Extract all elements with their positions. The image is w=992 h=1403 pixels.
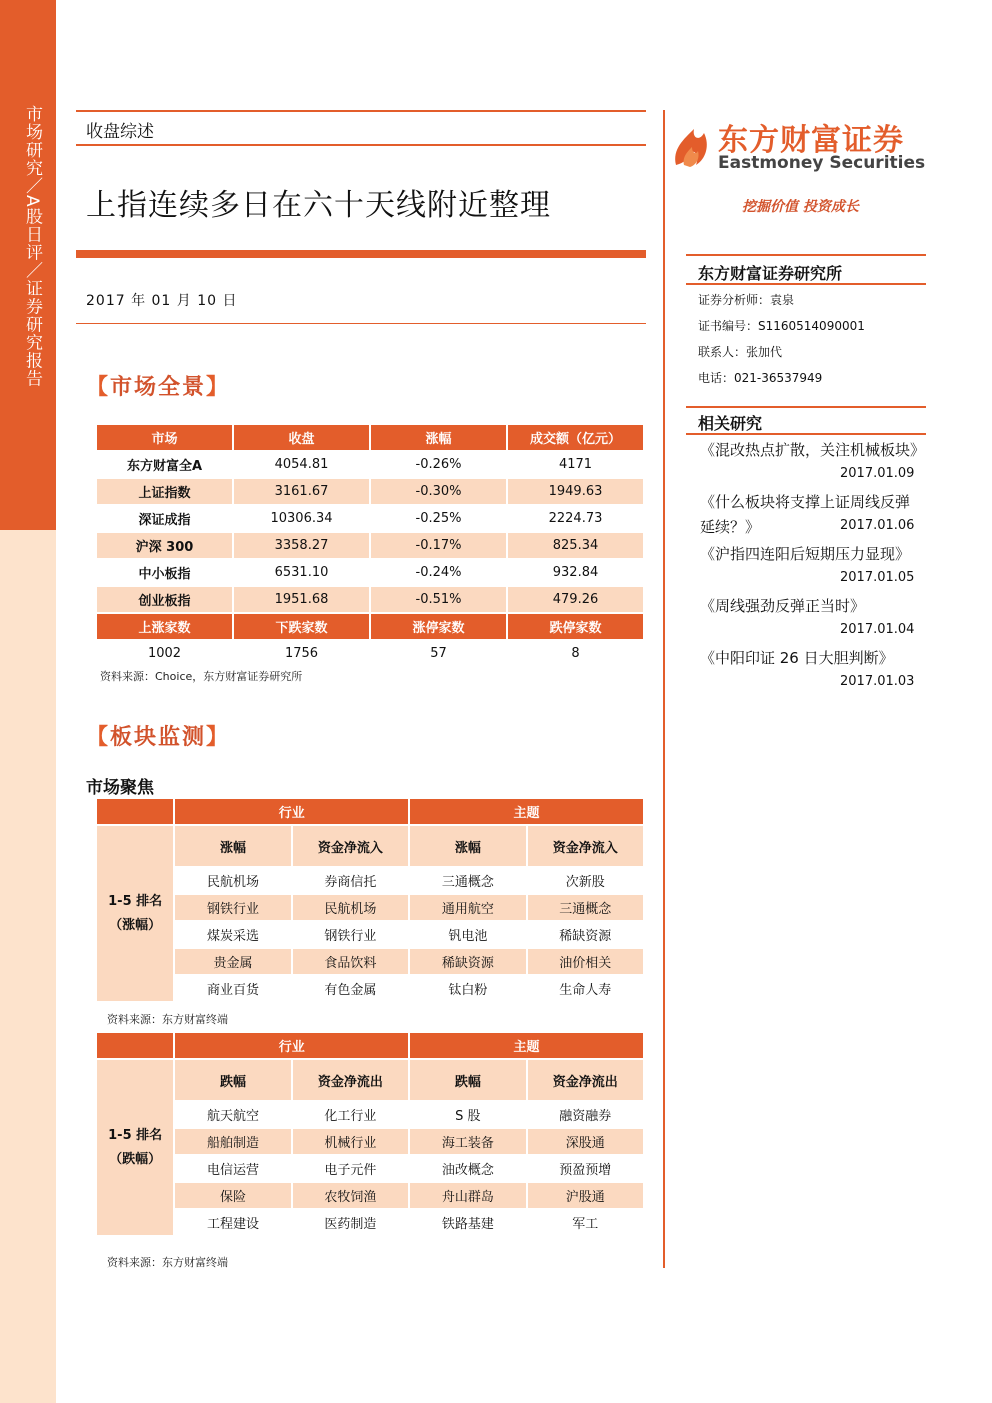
related-research-title: 相关研究 — [698, 414, 763, 433]
heading-text: 市场全景 — [110, 374, 207, 400]
heading-bracket-left: 【 — [86, 374, 111, 400]
sub-header: 资金净流出 — [528, 1060, 643, 1100]
sub-header: 跌幅 — [410, 1060, 525, 1100]
change-value: -0.25% — [415, 511, 462, 526]
table-row — [97, 1156, 643, 1181]
related-item-title[interactable]: 《沪指四连阳后短期压力显现》 — [700, 545, 911, 563]
institute-top-rule — [686, 254, 926, 256]
turnover-value: 932.84 — [552, 565, 599, 580]
count-value: 1002 — [147, 646, 182, 661]
date-rule — [76, 323, 646, 324]
index-name: 上证指数 — [97, 479, 232, 504]
heading-bracket-right: 】 — [206, 724, 231, 750]
heading-bracket-right: 】 — [206, 374, 231, 400]
ranking-cell: 电子元件 — [324, 1163, 377, 1178]
ranking-cell: 机械行业 — [293, 1129, 408, 1154]
table-row — [97, 895, 643, 920]
contact-person: 联系人：张加代 — [698, 345, 783, 359]
gainers-source: 资料来源：东方财富终端 — [107, 1013, 228, 1026]
related-item-title[interactable]: 《周线强劲反弹正当时》 — [700, 597, 866, 615]
sub-header: 资金净流出 — [293, 1060, 408, 1100]
ranking-cell: 钢铁行业 — [175, 895, 290, 920]
rank-label — [97, 826, 173, 1001]
change-value: -0.17% — [371, 533, 506, 558]
turnover-value: 2224.73 — [548, 511, 603, 526]
close-value: 3161.67 — [234, 479, 369, 504]
sub-header-row — [97, 826, 643, 866]
ranking-cell: 有色金属 — [324, 983, 377, 998]
turnover-value: 479.26 — [508, 587, 643, 612]
corner-cell — [97, 1033, 173, 1058]
close-value: 4054.81 — [274, 457, 329, 472]
table-row — [97, 949, 643, 974]
ranking-cell: 融资融券 — [559, 1109, 612, 1124]
ranking-cell: 券商信托 — [324, 875, 377, 890]
sub-header: 跌幅 — [175, 1060, 290, 1100]
related-item-date: 2017.01.09 — [840, 466, 915, 481]
count-header: 跌停家数 — [508, 614, 643, 639]
sector-gainers-table — [95, 797, 645, 1003]
rank-label — [97, 1060, 173, 1235]
license-number: 证书编号：S1160514090001 — [698, 319, 865, 333]
count-value: 57 — [430, 646, 447, 661]
sub-header: 资金净流入 — [293, 826, 408, 866]
table-row — [97, 1210, 643, 1235]
table-row — [97, 868, 643, 893]
ranking-cell: 稀缺资源 — [559, 929, 612, 944]
index-name: 创业板指 — [97, 587, 232, 612]
ranking-cell: 民航机场 — [206, 875, 259, 890]
related-item-title[interactable]: 《什么板块将支撑上证周线反弹 — [700, 493, 911, 511]
column-header: 成交额（亿元） — [508, 425, 643, 450]
brand-name-en: Eastmoney Securities — [718, 153, 926, 173]
turnover-value: 825.34 — [508, 533, 643, 558]
market-overview-heading — [86, 370, 230, 401]
ranking-cell: 铁路基建 — [441, 1217, 494, 1232]
title-bar — [76, 250, 646, 258]
index-name: 中小板指 — [138, 567, 191, 582]
related-top-rule — [686, 406, 926, 408]
market-focus-subtitle: 市场聚焦 — [86, 778, 154, 798]
ranking-cell: 油价相关 — [528, 949, 643, 974]
related-item-title[interactable]: 《混改热点扩散，关注机械板块》 — [700, 441, 926, 459]
ranking-cell: 军工 — [572, 1217, 599, 1232]
count-header-row — [97, 614, 643, 639]
ranking-cell: 贵金属 — [175, 949, 290, 974]
table-row — [97, 452, 643, 477]
section-rule — [76, 144, 646, 146]
ranking-cell: 化工行业 — [324, 1109, 377, 1124]
column-header: 收盘 — [234, 425, 369, 450]
ranking-cell: 沪股通 — [528, 1183, 643, 1208]
close-value: 1951.68 — [234, 587, 369, 612]
ranking-cell: 深股通 — [528, 1129, 643, 1154]
sub-header: 涨幅 — [175, 826, 290, 866]
institute-bottom-rule — [686, 283, 926, 285]
report-category-label: 市场研究／A股日评／证券研究报告 — [22, 105, 42, 388]
report-title: 上指连续多日在六十天线附近整理 — [86, 188, 551, 223]
ranking-cell: 钢铁行业 — [324, 929, 377, 944]
ranking-cell: 商业百货 — [206, 983, 259, 998]
report-date: 2017 年 01 月 10 日 — [86, 293, 238, 309]
brand-slogan: 挖掘价值 投资成长 — [742, 199, 859, 215]
related-item-title-cont[interactable]: 延续？》 — [700, 518, 761, 536]
table-row — [97, 506, 643, 531]
table-row — [97, 533, 643, 558]
rank-label-line2: （跌幅） — [109, 1151, 162, 1167]
corner-cell — [97, 799, 173, 824]
group-header-row — [97, 1033, 643, 1058]
flame-logo-icon — [670, 119, 714, 169]
count-header: 涨停家数 — [371, 614, 506, 639]
count-header: 下跌家数 — [234, 614, 369, 639]
ranking-cell: 保险 — [175, 1183, 290, 1208]
ranking-cell: 海工装备 — [410, 1129, 525, 1154]
group-header: 主题 — [410, 1033, 643, 1058]
institute-name: 东方财富证券研究所 — [698, 264, 843, 283]
section-label: 收盘综述 — [86, 122, 154, 142]
ranking-cell: 三通概念 — [441, 875, 494, 890]
table-row — [97, 1102, 643, 1127]
related-item-title[interactable]: 《中阳印证 26 日大胆判断》 — [700, 649, 894, 667]
close-value: 10306.34 — [270, 511, 333, 526]
column-divider — [663, 110, 665, 1268]
ranking-cell: 次新股 — [565, 875, 605, 890]
column-header: 市场 — [97, 425, 232, 450]
related-item-date: 2017.01.04 — [840, 622, 915, 637]
ranking-cell: 医药制造 — [324, 1217, 377, 1232]
table-row — [97, 560, 643, 585]
ranking-cell: 电信运营 — [206, 1163, 259, 1178]
market-table — [95, 423, 645, 668]
change-value: -0.26% — [415, 457, 462, 472]
group-header: 行业 — [175, 799, 408, 824]
sub-header-row — [97, 1060, 643, 1100]
index-name: 深证成指 — [138, 513, 191, 528]
ranking-cell: 船舶制造 — [175, 1129, 290, 1154]
table-row — [97, 976, 643, 1001]
sector-monitor-heading — [86, 720, 230, 751]
change-value: -0.51% — [371, 587, 506, 612]
ranking-cell: 农牧饲渔 — [293, 1183, 408, 1208]
losers-source: 资料来源：东方财富终端 — [107, 1256, 228, 1269]
index-name: 沪深 300 — [97, 533, 232, 558]
ranking-cell: 航天航空 — [206, 1109, 259, 1124]
ranking-cell: 舟山群岛 — [410, 1183, 525, 1208]
close-value: 3358.27 — [234, 533, 369, 558]
sub-header: 资金净流入 — [528, 826, 643, 866]
close-value: 6531.10 — [274, 565, 329, 580]
sector-losers-table — [95, 1031, 645, 1237]
ranking-cell: 食品饮料 — [293, 949, 408, 974]
ranking-cell: 钒电池 — [448, 929, 488, 944]
change-value: -0.30% — [371, 479, 506, 504]
count-value: 1756 — [284, 646, 319, 661]
table-row — [97, 1183, 643, 1208]
ranking-cell: 预盈预增 — [559, 1163, 612, 1178]
sub-header: 涨幅 — [410, 826, 525, 866]
group-header: 行业 — [175, 1033, 408, 1058]
rank-label-line2: （涨幅） — [109, 917, 162, 933]
ranking-cell: 民航机场 — [293, 895, 408, 920]
table-row — [97, 479, 643, 504]
table-row — [97, 587, 643, 612]
heading-bracket-left: 【 — [86, 724, 111, 750]
brand-name-cn: 东方财富证券 — [718, 123, 904, 158]
ranking-cell: 工程建设 — [206, 1217, 259, 1232]
group-header: 主题 — [410, 799, 643, 824]
phone-number: 电话：021-36537949 — [698, 371, 823, 385]
market-source: 资料来源：Choice，东方财富证券研究所 — [100, 670, 303, 683]
ranking-cell: 煤炭采选 — [206, 929, 259, 944]
ranking-cell: 稀缺资源 — [410, 949, 525, 974]
table-row — [97, 1129, 643, 1154]
sidebar — [0, 0, 56, 1403]
group-header-row — [97, 799, 643, 824]
related-item-date: 2017.01.06 — [840, 518, 915, 533]
change-value: -0.24% — [415, 565, 462, 580]
count-row — [97, 641, 643, 666]
count-value: 8 — [571, 646, 580, 661]
related-bottom-rule — [686, 433, 926, 435]
turnover-value: 4171 — [558, 457, 593, 472]
rank-label-line1: 1-5 排名 — [108, 1127, 163, 1143]
related-item-date: 2017.01.05 — [840, 570, 915, 585]
related-item-date: 2017.01.03 — [840, 674, 915, 689]
turnover-value: 1949.63 — [508, 479, 643, 504]
top-rule — [76, 110, 646, 112]
table-header-row — [97, 425, 643, 450]
table-row — [97, 922, 643, 947]
ranking-cell: 钛白粉 — [448, 983, 488, 998]
ranking-cell: 油改概念 — [441, 1163, 494, 1178]
column-header: 涨幅 — [371, 425, 506, 450]
heading-text: 板块监测 — [110, 724, 207, 750]
ranking-cell: 生命人寿 — [559, 983, 612, 998]
ranking-cell: S 股 — [455, 1109, 481, 1124]
index-name: 东方财富全A — [126, 459, 203, 474]
rank-label-line1: 1-5 排名 — [108, 893, 163, 909]
count-header: 上涨家数 — [97, 614, 232, 639]
ranking-cell: 三通概念 — [528, 895, 643, 920]
ranking-cell: 通用航空 — [410, 895, 525, 920]
analyst-name: 证券分析师：袁泉 — [698, 293, 795, 307]
